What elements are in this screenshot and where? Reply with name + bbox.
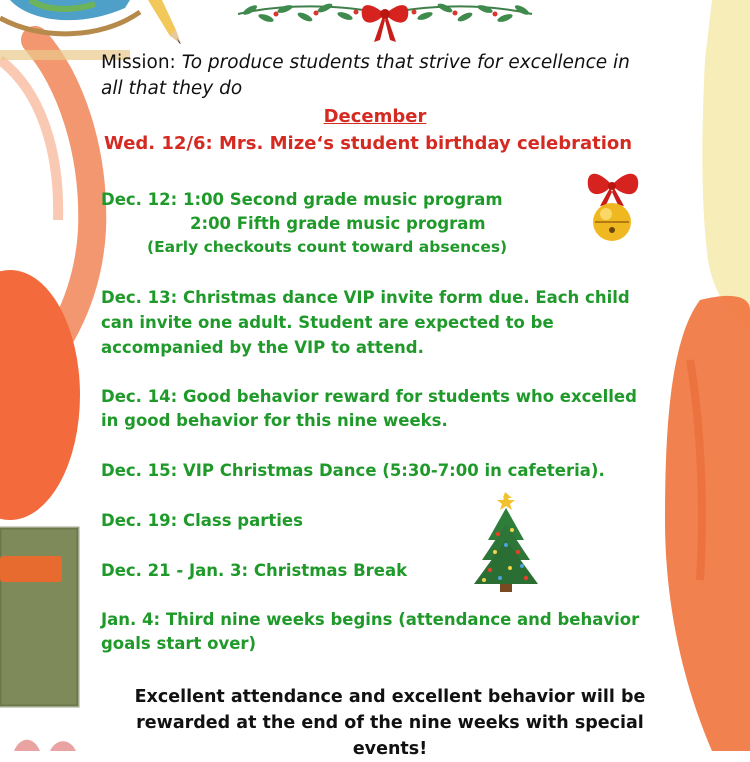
orange-watercolor-right [665,296,750,751]
event-dec12-line3: (Early checkouts count toward absences) [147,238,508,256]
event-dec13-line1: Dec. 13: Christmas dance VIP invite form due. Each child [101,288,630,307]
event-dec19: Dec. 19: Class parties [101,511,303,530]
footer-line3: events! [352,739,428,759]
green-fabric-patch [0,528,78,706]
yellow-watercolor-right [702,0,750,330]
event-dec13-line3: accompanied by the VIP to attend. [101,338,424,357]
event-dec13-line2: can invite one adult. Student are expected to be [101,313,554,332]
footer-line1: Excellent attendance and excellent behavior will be [134,687,646,707]
event-dec21: Dec. 21 - Jan. 3: Christmas Break [101,561,408,580]
event-jan4-line1: Jan. 4: Third nine weeks begins (attendance and behavior [101,610,640,629]
mission-text-line1: To produce students that strive for excellence in [181,52,630,73]
event-jan4-line2: goals start over) [101,634,257,653]
christmas-tree-icon [474,492,538,592]
mission-text-line2: all that they do [101,78,243,99]
jingle-bell-icon [588,174,638,241]
featured-event: Wed. 12/6: Mrs. Mize‘s student birthday celebration [104,133,633,154]
event-dec12-line1: Dec. 12: 1:00 Second grade music program [101,190,503,209]
footer-note [0,684,750,762]
pencil-icon [148,0,181,44]
event-dec12-line2: 2:00 Fifth grade music program [190,214,486,233]
holly-garland-icon [238,2,532,42]
event-dec14-line1: Dec. 14: Good behavior reward for students who excelled [101,387,637,406]
orange-stripe [0,556,62,582]
mission-label: Mission: [101,52,176,73]
event-dec15: Dec. 15: VIP Christmas Dance (5:30-7:00 in cafeteria). [101,461,605,480]
mission-statement [101,50,630,102]
event-dec14-line2: in good behavior for this nine weeks. [101,411,448,430]
month-heading: December [323,106,427,127]
footer-line2: rewarded at the end of the nine weeks with special [136,713,644,733]
